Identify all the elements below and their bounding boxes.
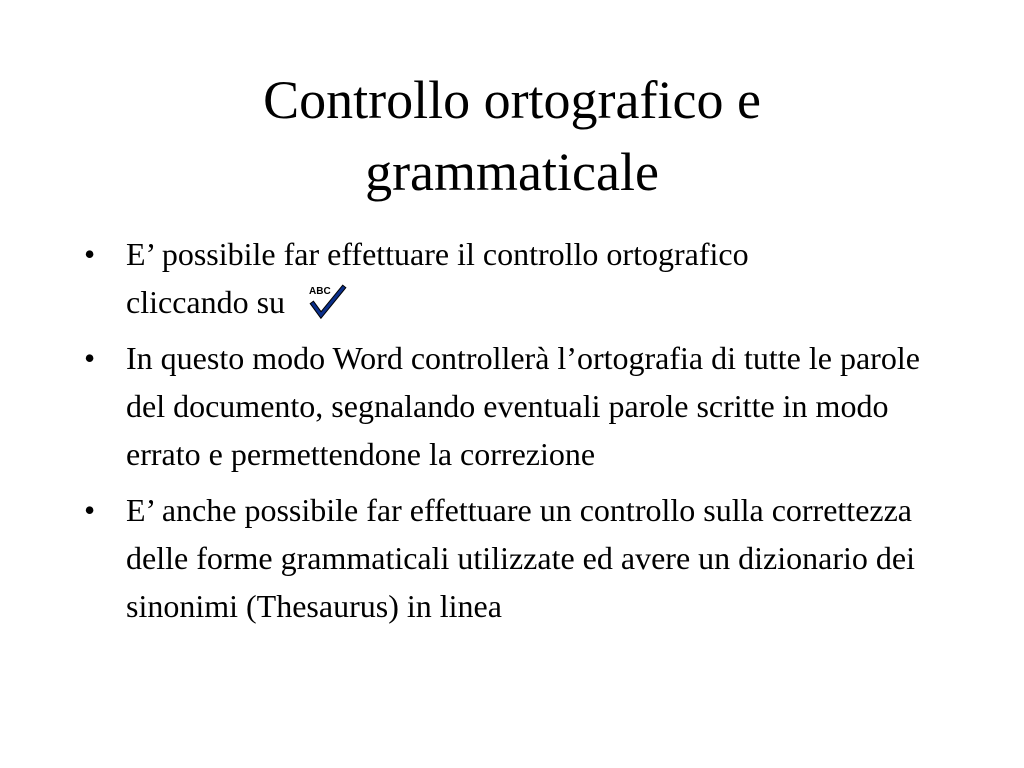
bullet-item [84, 230, 944, 326]
bullet-text: In questo modo Word controllerà l’ortografia di tutte le parole del documento, segnalando eventuali parole scritte in modo errato e permettendone la correzione [126, 340, 920, 472]
bullet-text: E’ anche possibile far effettuare un controllo sulla correttezza delle forme grammaticali utilizzate ed avere un dizionario dei sinonimi (Thesaurus) in linea [126, 492, 915, 624]
bullet-text-line2: cliccando su [126, 284, 286, 320]
bullet-list [84, 230, 944, 638]
bullet-text-line1: E’ possibile far effettuare il controllo ortografico [126, 236, 749, 272]
slide-title-line1: Controllo ortografico e [263, 70, 761, 130]
bullet-marker: • [84, 236, 96, 272]
spellcheck-letters: ABC [309, 285, 331, 297]
spellcheck-abc-icon [307, 284, 349, 320]
bullet-marker: • [84, 492, 96, 528]
slide-title [0, 64, 1024, 208]
slide-title-line2: grammaticale [365, 142, 659, 202]
bullet-marker: • [84, 340, 96, 376]
bullet-item [84, 486, 944, 630]
bullet-item [84, 334, 944, 478]
